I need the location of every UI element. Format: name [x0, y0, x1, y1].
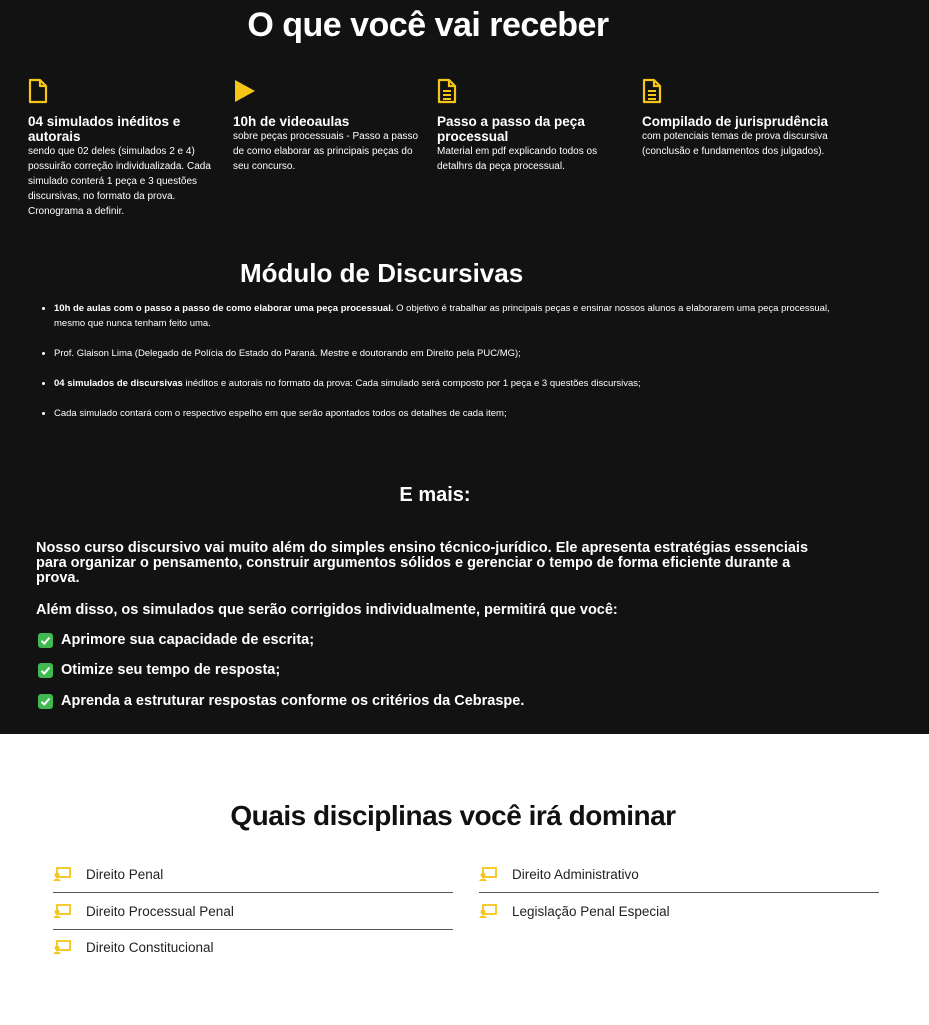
emais-paragraph: Nosso curso discursivo vai muito além do simples ensino técnico-jurídico. Ele apresenta estratégias essenciais para organizar o pensamento, construir argumentos sólidos e gerenciar o tempo de forma eficiente durante a prova.	[36, 540, 809, 586]
discipline-label: Direito Processual Penal	[86, 903, 234, 919]
feature-title: 10h de videoaulas	[233, 114, 350, 129]
feature-desc: sobre peças processuais - Passo a passo de como elaborar as principais peças do seu concurso.	[233, 131, 419, 172]
check-icon	[38, 694, 53, 709]
teacher-icon	[53, 940, 71, 954]
feature-videoaulas	[233, 78, 428, 174]
feature-desc: com potenciais temas de prova discursiva (conclusão e fundamentos dos julgados).	[642, 131, 828, 157]
list-item	[53, 856, 453, 893]
document-icon	[437, 78, 632, 106]
feature-title: Compilado de jurisprudência	[642, 114, 829, 129]
modulo-list	[36, 301, 844, 436]
document-icon	[642, 78, 837, 106]
discipline-label: Direito Penal	[86, 866, 164, 882]
list-item	[479, 856, 879, 893]
feature-desc: sendo que 02 deles (simulados 2 e 4) possuirão correção individualizada. Cada simulado conterá 1 peça e 3 questões discursivas, no formato da prova. Cronograma a definir.	[28, 146, 211, 217]
list-item	[479, 893, 879, 929]
teacher-icon	[479, 904, 497, 918]
list-item: • Prof. Glaison Lima (Delegado de Polícia do Estado do Paraná. Mestre e doutorando em Direito pela PUC/MG);	[54, 346, 844, 361]
modulo-title: Módulo de Discursivas	[240, 258, 524, 288]
benefit-item	[38, 693, 524, 709]
benefit-item	[38, 662, 280, 678]
feature-simulados	[28, 78, 223, 219]
check-icon	[38, 633, 53, 648]
list-item	[53, 929, 453, 965]
teacher-icon	[479, 867, 497, 881]
check-icon	[38, 663, 53, 678]
list-item	[53, 893, 453, 930]
benefit-text: Otimize seu tempo de resposta;	[61, 662, 281, 678]
file-icon	[28, 78, 223, 106]
benefit-text: Aprenda a estruturar respostas conforme os critérios da Cebraspe.	[61, 693, 525, 709]
teacher-icon	[53, 904, 71, 918]
discipline-label: Legislação Penal Especial	[512, 903, 670, 919]
benefit-text: Aprimore sua capacidade de escrita;	[61, 632, 315, 648]
list-item: • 04 simulados de discursivas inéditos e autorais no formato da prova: Cada simulado será composto por 1 peça e 3 questões discursivas;	[54, 376, 844, 391]
teacher-icon	[53, 867, 71, 881]
play-icon	[233, 78, 428, 106]
feature-jurisprudencia	[642, 78, 837, 159]
feature-passo-a-passo	[437, 78, 632, 174]
section-title: O que você vai receber	[247, 6, 609, 44]
feature-title: Passo a passo da peça processual	[437, 114, 585, 144]
discipline-label: Direito Constitucional	[86, 939, 214, 955]
disciplinas-title: Quais disciplinas você irá dominar	[230, 800, 676, 831]
list-item: • Cada simulado contará com o respectivo espelho em que serão apontados todos os detalhes de cada item;	[54, 406, 844, 421]
list-item: • 10h de aulas com o passo a passo de como elaborar uma peça processual. O objetivo é trabalhar as principais peças e ensinar nossos alunos a elaborarem uma peça processual, mesmo que nunca tenham feito uma.	[54, 301, 844, 331]
feature-title: 04 simulados inéditos e autorais	[28, 114, 181, 144]
discipline-label: Direito Administrativo	[512, 866, 639, 882]
emais-intro: Além disso, os simulados que serão corrigidos individualmente, permitirá que você:	[36, 602, 618, 618]
feature-desc: Material em pdf explicando todos os detalhrs da peça processual.	[437, 146, 598, 172]
benefit-item	[38, 632, 314, 648]
emais-title: E mais:	[399, 484, 471, 506]
